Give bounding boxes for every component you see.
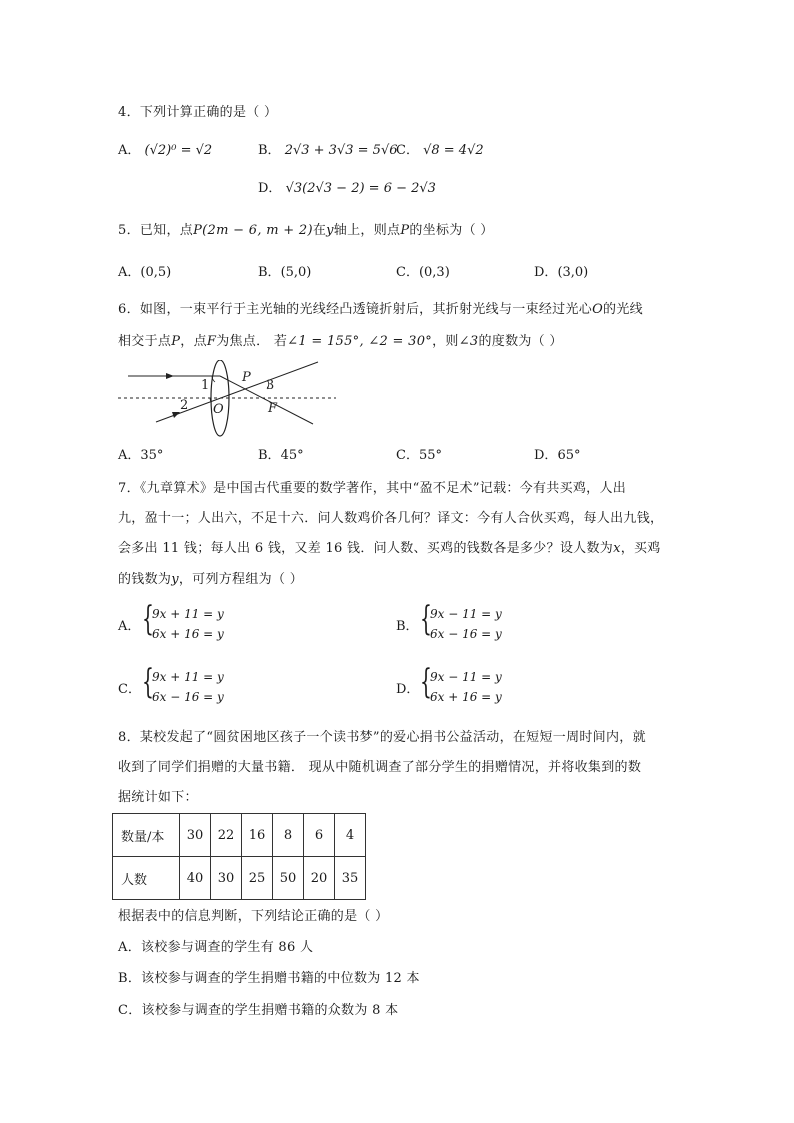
table-cell: 8	[273, 814, 304, 857]
q6-line2-p: P	[171, 334, 181, 349]
q7-line3-var: x	[613, 541, 621, 556]
q6-option-d	[534, 447, 580, 465]
q4-option-a	[118, 142, 212, 160]
table-row	[113, 857, 366, 900]
q4-option-a-expr: (√2)⁰ = √2	[144, 143, 213, 158]
q4-option-d	[258, 180, 436, 198]
center-ray	[156, 362, 318, 422]
q5-option-b	[258, 264, 311, 282]
q5-point-name: P	[400, 223, 410, 238]
q4-option-d-label: D．	[258, 181, 282, 196]
table-cell: 30	[211, 857, 242, 900]
table-cell: 50	[273, 857, 304, 900]
q7-option-c-label: C．	[118, 682, 141, 697]
parallel-ray-arrow	[166, 373, 174, 379]
q7-line3	[118, 540, 661, 558]
q6-option-value: 55°	[418, 448, 442, 463]
q8-after-table: 根据表中的信息判断，下列结论正确的是（ ）	[118, 909, 389, 924]
q6-option-label: B．	[258, 448, 281, 463]
q6-line1-prefix: 6．如图，一束平行于主光轴的光线经凸透镜折射后，其折射光线与一束经过光心	[118, 302, 593, 317]
q7-option-c-eq1: 9x + 11 = y	[152, 670, 224, 684]
q7-option-c-eq2: 6x − 16 = y	[152, 690, 224, 704]
q6-line2-suffix: 的度数为（ ）	[478, 334, 563, 349]
q5-point-expr: P(2m − 6, m + 2)	[193, 223, 313, 238]
q6-line2-mid2: 为焦点． 若	[216, 334, 288, 349]
brace-icon: {	[142, 662, 154, 702]
q6-line2-f: F	[206, 334, 217, 349]
q5-option-value: (5,0)	[280, 265, 312, 280]
q8-option-c: C．该校参与调查的学生捐赠书籍的众数为 8 本	[118, 1003, 399, 1018]
table-cell: 30	[180, 814, 211, 857]
table-header-people: 人数	[113, 857, 180, 900]
q4-option-b	[258, 142, 398, 160]
q5-option-label: A．	[118, 265, 141, 280]
lens-diagram	[118, 360, 338, 442]
q7-option-a-eq2: 6x + 16 = y	[152, 627, 224, 641]
q4-option-b-expr: 2√3 + 3√3 = 5√6	[284, 143, 398, 158]
q6-line2-angle3: ∠3	[458, 334, 479, 349]
q6-option-c	[396, 447, 442, 465]
q5-stem-mid: 在	[312, 223, 327, 238]
q5-stem	[118, 222, 494, 240]
q8-option-a: A．该校参与调查的学生有 86 人	[118, 940, 314, 955]
q5-option-value: (0,5)	[140, 265, 172, 280]
q6-line1-var: O	[592, 302, 604, 317]
q4-option-a-label: A．	[118, 143, 141, 158]
q8-line2: 收到了同学们捐赠的大量书籍． 现从中随机调查了部分学生的捐赠情况，并将收集到的数	[118, 760, 642, 775]
q8-stats-table	[112, 813, 366, 900]
brace-icon: {	[420, 599, 432, 639]
q6-option-value: 45°	[280, 448, 304, 463]
table-cell: 22	[211, 814, 242, 857]
q6-option-label: D．	[534, 448, 558, 463]
center-ray-arrow	[172, 412, 180, 418]
q5-option-d	[534, 264, 588, 282]
q4-option-c-label: C．	[396, 143, 419, 158]
table-cell: 16	[242, 814, 273, 857]
q7-line4-prefix: 的钱数为	[118, 572, 172, 587]
table-header-quantity: 数量/本	[113, 814, 180, 857]
q4-option-c	[396, 142, 484, 160]
q6-line2-prefix: 相交于点	[118, 334, 172, 349]
q5-option-a	[118, 264, 171, 282]
q7-option-d-eq1: 9x − 11 = y	[430, 670, 502, 684]
q7-line2: 九，盈十一；人出六，不足十六．问人数鸡价各几何？译文：今有人合伙买鸡，每人出九钱，	[118, 511, 664, 526]
label-1: 1	[201, 378, 210, 393]
q7-line4-var: y	[171, 572, 179, 587]
q6-option-a	[118, 447, 163, 465]
q7-option-b-label: B．	[396, 619, 419, 634]
q7-option-b-eq2: 6x − 16 = y	[430, 627, 502, 641]
q7-option-a-eq1: 9x + 11 = y	[152, 607, 224, 621]
q5-stem-mid2: 轴上，则点	[333, 223, 401, 238]
q8-option-b: B．该校参与调查的学生捐赠书籍的中位数为 12 本	[118, 971, 420, 986]
q7-line4	[118, 571, 303, 589]
q6-line2-angles: ∠1 = 155°, ∠2 = 30°	[287, 334, 433, 349]
q5-axis-var: y	[326, 223, 334, 238]
q6-option-label: C．	[396, 448, 419, 463]
q6-option-label: A．	[118, 448, 141, 463]
q6-line1	[118, 301, 643, 319]
q6-line1-suffix: 的光线	[603, 302, 643, 317]
q4-option-d-expr: √3(2√3 − 2) = 6 − 2√3	[285, 181, 436, 196]
label-o: O	[213, 402, 224, 417]
label-2: 2	[180, 398, 189, 413]
q5-stem-suffix: 的坐标为（ ）	[409, 223, 494, 238]
q6-option-value: 65°	[557, 448, 581, 463]
table-cell: 6	[304, 814, 335, 857]
q5-option-value: (3,0)	[557, 265, 589, 280]
q4-stem: 4．下列计算正确的是（ ）	[118, 105, 278, 120]
label-p: P	[242, 370, 251, 385]
q5-option-label: B．	[258, 265, 281, 280]
q6-line2-mid3: ，则	[432, 334, 459, 349]
q7-line4-suffix: ，可列方程组为（ ）	[178, 572, 303, 587]
q4-option-b-label: B．	[258, 143, 281, 158]
q7-line1: 7．《九章算术》是中国古代重要的数学著作，其中“盈不足术”记载：今有共买鸡，人出	[118, 481, 627, 496]
q5-option-label: C．	[396, 265, 419, 280]
q8-line3: 据统计如下：	[118, 790, 198, 805]
q7-option-d-eq2: 6x + 16 = y	[430, 690, 502, 704]
q7-option-d-label: D．	[396, 682, 420, 697]
table-cell: 25	[242, 857, 273, 900]
q7-option-a-label: A．	[118, 619, 141, 634]
q7-line3-text: 会多出 11 钱；每人出 6 钱，又差 16 钱．问人数、买鸡的钱数各是多少？设人数为	[118, 541, 614, 556]
table-row	[113, 814, 366, 857]
q5-option-label: D．	[534, 265, 558, 280]
q5-option-value: (0,3)	[418, 265, 450, 280]
label-f: F	[268, 401, 278, 416]
table-cell: 20	[304, 857, 335, 900]
q6-line2	[118, 333, 563, 351]
q4-option-c-expr: √8 = 4√2	[423, 143, 484, 158]
q7-line3-suffix: ，买鸡	[620, 541, 661, 556]
q7-option-b-eq1: 9x − 11 = y	[430, 607, 502, 621]
q6-option-value: 35°	[140, 448, 164, 463]
table-cell: 40	[180, 857, 211, 900]
table-cell: 4	[335, 814, 366, 857]
q8-line1: 8．某校发起了“圆贫困地区孩子一个读书梦”的爱心捐书公益活动，在短短一周时间内，就	[118, 730, 646, 745]
q5-stem-prefix: 5．已知，点	[118, 223, 194, 238]
table-cell: 35	[335, 857, 366, 900]
q5-option-c	[396, 264, 450, 282]
brace-icon: {	[420, 662, 432, 702]
q6-line2-mid: ，点	[180, 334, 207, 349]
label-3: 3	[266, 378, 275, 393]
brace-icon: {	[142, 599, 154, 639]
q6-option-b	[258, 447, 304, 465]
